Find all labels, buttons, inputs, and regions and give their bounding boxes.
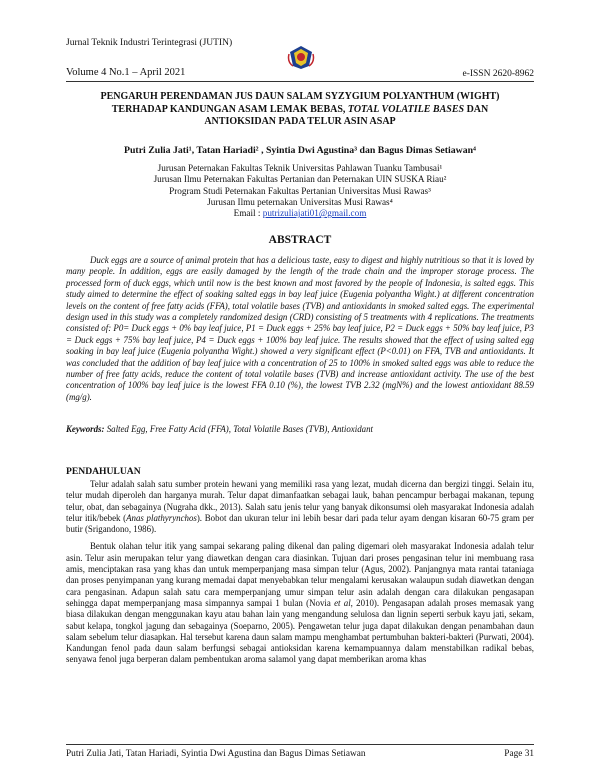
email-line: [66, 208, 534, 219]
title-line-2: [70, 104, 530, 117]
header-divider: [66, 81, 534, 82]
title-line-1: PENGARUH PERENDAMAN JUS DAUN SALAM SYZYGIUM POLYANTHUM (WIGHT): [100, 91, 500, 102]
affiliation-3: Program Studi Peternakan Fakultas Pertanian Universitas Musi Rawas³: [169, 185, 431, 196]
paragraph-1-text-b: ). Bobot dan ukuran telur ini lebih besar dari pada telur ayam dengan kisaran 60-75 gram per butir (Srigandono, 1986).: [66, 512, 534, 535]
paragraph-1: [66, 479, 534, 535]
affiliation-4: Jurusan Ilmu peternakan Universitas Musi Rawas⁴: [207, 196, 393, 207]
journal-name: Jurnal Teknik Industri Terintegrasi (JUTIN): [66, 38, 233, 48]
paragraph-2-text-b: , 2010). Pengasapan adalah proses memasak yang biasa dilakukan dengan menggunakan kayu atau bahan lain yang mengandung selulosa dan lignin seperti serbuk kayu jati, sekam, sabut kelapa, tongkol jagung dan sebagainya (Soeparno, 2005). Pengawetan telur juga dapat dilakukan dengan penambahan daun salam sebelum telur diasapkan. Hal tersebut karena daun salam mampu menghambat pertumbuhan bakteri-bakteri (Purwati, 2004). Kandungan fenol pada daun salam berfungsi sebagai antioksidan karena kemampuannya dalam menstabilkan radikal bebas, senyawa fenol juga berperan dalam pembentukan aroma salamol yang dapat memberikan aroma khas: [66, 597, 534, 665]
email-label: Email :: [233, 208, 263, 219]
page-number: Page 31: [504, 749, 534, 759]
volume-info: Volume 4 No.1 – April 2021: [66, 67, 186, 78]
paragraph-2-italic: et al: [334, 597, 351, 608]
title-line-3: ANTIOKSIDAN PADA TELUR ASIN ASAP: [204, 116, 396, 127]
footer-authors: Putri Zulia Jati, Tatan Hariadi, Syintia Dwi Agustina dan Bagus Dimas Setiawan: [66, 749, 366, 759]
paper-title: [70, 91, 530, 129]
abstract-body: [66, 255, 534, 403]
email-link[interactable]: putrizuliajati01@gmail.com: [262, 208, 367, 219]
footer-divider: [66, 744, 534, 745]
abstract-heading: ABSTRACT: [268, 234, 332, 246]
issn: e-ISSN 2620-8962: [462, 69, 534, 79]
title-line-2-part-a: TERHADAP KANDUNGAN ASAM LEMAK BEBAS,: [111, 103, 348, 115]
keywords-value: Salted Egg, Free Fatty Acid (FFA), Total Volatile Bases (TVB), Antioxidant: [104, 424, 373, 434]
introduction-body: [66, 479, 534, 672]
paragraph-2-text-a: Bentuk olahan telur itik yang sampai sekarang paling dikenal dan paling digemari oleh masyarakat Indonesia adalah telur asin. Telur asin merupakan telur yang diawetkan dengan cara diasinkan. Tujuan dari proses pengasinan telur ini membuang rasa amis, menciptakan rasa yang khas dan untuk memperpanjang masa simpan telur (Agus, 2002). Panjangnya mata rantai tataniaga dan proses penyimpanan yang kurang memadai dapat menyebabkan telur mengalami kerusakan walaupun sudah diawetkan dengan cara pengasinan. Adapun salah satu cara memperpanjang umur simpan telur asin adalah dengan cara dilakukan pengasapan sehingga dapat memperpanjang masa simpannya sampai 1 bulan (Novia: [66, 541, 534, 608]
affiliation-2: Jurusan Ilmu Peternakan Fakultas Pertanian dan Peternakan UIN SUSKA Riau²: [153, 174, 447, 185]
university-logo-icon: [287, 44, 315, 70]
paragraph-1-text-a: Telur adalah salah satu sumber protein hewani yang memiliki rasa yang lezat, mudah dicerna dan bergizi tinggi. Selain itu, telur mudah diperoleh dan harganya murah. Telur dapat dimanfaatkan sebagai lauk, bahan pencampur berbagai makanan, tepung telur, obat, dan sebagainya (Nugraha dkk., 2013). Salah satu jenis telur yang banyak dikonsumsi oleh masyarakat Indonesia adalah telur itik/bebek (: [66, 479, 534, 523]
section-heading: PENDAHULUAN: [66, 466, 141, 477]
affiliation-1: Jurusan Peternakan Fakultas Teknik Universitas Pahlawan Tuanku Tambusai¹: [157, 163, 443, 173]
title-line-2-italic: TOTAL VOLATILE BASES: [347, 103, 465, 115]
author-list: Putri Zulia Jati¹, Tatan Hariadi² , Syintia Dwi Agustina³ dan Bagus Dimas Setiawan⁴: [124, 145, 476, 156]
paragraph-2: [66, 541, 534, 665]
abstract-text: Duck eggs are a source of animal protein that has a delicious taste, easy to digest and highly nutritious so that it is loved by many people. In addition, eggs are easily damaged by the length of the trade chain and the improper storage process. The processed form of duck eggs, which until now is the best known and most favored by the people of Indonesia, is salted eggs. This study aimed to determine the effect of soaking salted eggs in bay leaf juice (Eugenia polyantha Wight.) at different concentration levels on the content of free fatty acids (FFA), total volatile bases (TVB) and antioxidants in smoked salted eggs. The experimental design used in this study was a completely randomized design (CRD) consisting of 5 treatments with 4 replications. The treatments consisted of: P0= Duck eggs + 0% bay leaf juice, P1 = Duck eggs + 25% bay leaf juice, P2 = Duck eggs + 50% bay leaf juice, P3 = Duck eggs + 75% bay leaf juice, P4 = Duck eggs + 100% bay leaf juice. The results showed that the effect of using salted egg soaking in bay leaf juice (Eugenia polyantha Wight.) showed a very significant effect (P<0.01) on FFA, TVB and antioxidants. It was concluded that the addition of bay leaf juice with a concentration of 25 to 100% in smoked salted eggs was able to reduce the number of free fatty acids, reduce the content of total volatile bases (TVB) and increase antioxidant activity. The use of the best concentration of 100% bay leaf juice is the lowest FFA 0.10 (%), the lowest TVB 2.32 (mgN%) and the lowest antioxidant 88.59 (mg/g).: [66, 255, 534, 402]
keywords: [66, 424, 534, 434]
paragraph-1-italic: Anas plathyrynchos: [126, 512, 197, 523]
title-line-2-part-c: DAN: [464, 103, 489, 115]
affiliations: [66, 163, 534, 219]
keywords-label: Keywords:: [66, 424, 105, 434]
